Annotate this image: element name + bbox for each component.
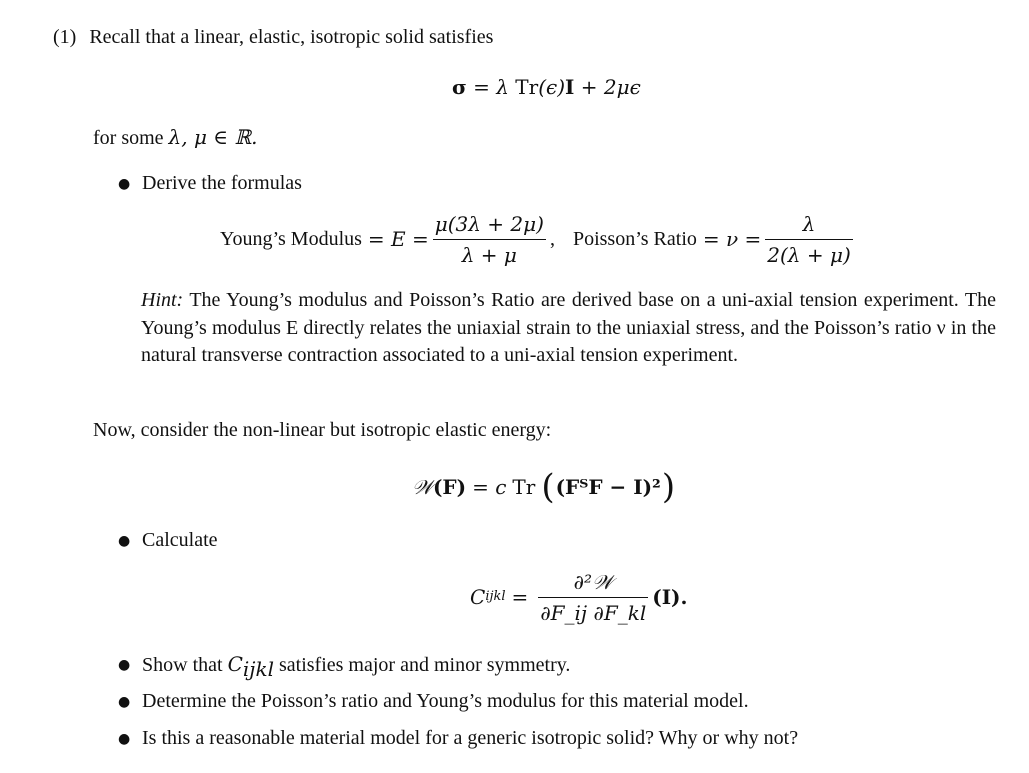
bullet-determine: Determine the Poisson’s ratio and Young’s modulus for this material model. [142,690,749,712]
bullet-dot: ● [118,731,131,747]
for-some-line [93,124,257,151]
hint-text: The Young’s modulus and Poisson’s Ratio are derived base on a uni-axial tension experiment. The Young’s modulus E directly relates the uniaxial strain to the uniaxial stress, and the Poisson’s ratio ν in the natural transverse contraction associated to a uni-axial tension experiment. [141,289,997,367]
left-paren-large: ( [541,467,555,507]
constitutive-equation [452,74,641,100]
youngs-fraction [433,211,546,268]
poisson-denominator: 2(λ + μ) [767,242,851,267]
energy-argument: (F) [432,475,467,499]
stiffness-argument: (I). [652,585,688,609]
stiffness-equation [470,566,687,628]
stiffness-denominator: ∂F_ij ∂F_kl [540,600,647,625]
nonlinear-intro: Now, consider the non-linear but isotropic elastic energy: [93,419,552,441]
stiffness-subscript: ijkl [485,589,506,604]
hint-label: Hint: [141,289,184,311]
bullet-reasonable: Is this a reasonable material model for a generic isotropic solid? Why or why not? [142,727,799,749]
energy-trace: Tr [512,475,536,499]
poisson-numerator: λ [802,211,816,236]
trace-operator: Tr [515,75,539,99]
stiffness-fraction [538,569,648,626]
symmetry-subscript: ijkl [242,657,274,681]
bullet-dot: ● [118,533,131,549]
symmetry-pre: Show that [142,654,223,676]
youngs-label: Young’s Modulus [220,228,362,250]
plus-sign: + [580,75,598,99]
energy-inner: (FᵀF − I)² [555,475,661,499]
youngs-eq: = E = [367,227,429,251]
stiffness-numerator: ∂²𝒲 [573,569,613,594]
two-mu-epsilon: 2μϵ [603,75,641,99]
identity-symbol: I [565,75,575,99]
sigma-symbol: σ [452,75,467,99]
lambda-symbol: λ [496,75,509,99]
hint-paragraph [141,287,996,370]
stiffness-eq: = [511,585,529,609]
problem-header [53,24,493,50]
poisson-label: Poisson’s Ratio [572,228,697,250]
bullet-derive: Derive the formulas [142,172,302,194]
energy-equation [412,467,676,507]
bullet-dot: ● [118,694,131,710]
problem-number: (1) [53,26,77,48]
stiffness-C: C [470,585,486,609]
poisson-eq: = ν = [702,227,762,251]
bullet-dot: ● [118,657,131,673]
bullet-calculate: Calculate [142,529,218,551]
bullet-dot: ● [118,176,131,192]
for-some-prefix: for some [93,127,164,149]
symmetry-post: satisfies major and minor symmetry. [279,654,571,676]
trace-argument: (ϵ) [538,75,565,99]
formula-comma: , [549,228,555,250]
poisson-fraction [765,211,852,268]
equals-sign: = [473,75,490,99]
youngs-denominator: λ + μ [461,242,517,267]
for-some-vars: λ, μ ∈ ℝ. [168,125,258,149]
youngs-numerator: μ(3λ + 2μ) [434,211,544,236]
formulas-line [220,206,857,272]
energy-eq-c: = c [472,475,507,499]
energy-W: 𝒲 [412,475,433,499]
symmetry-C: C [227,652,243,676]
bullet-symmetry [142,651,570,682]
problem-intro: Recall that a linear, elastic, isotropic solid satisfies [89,26,494,48]
right-paren-large: ) [661,467,676,507]
